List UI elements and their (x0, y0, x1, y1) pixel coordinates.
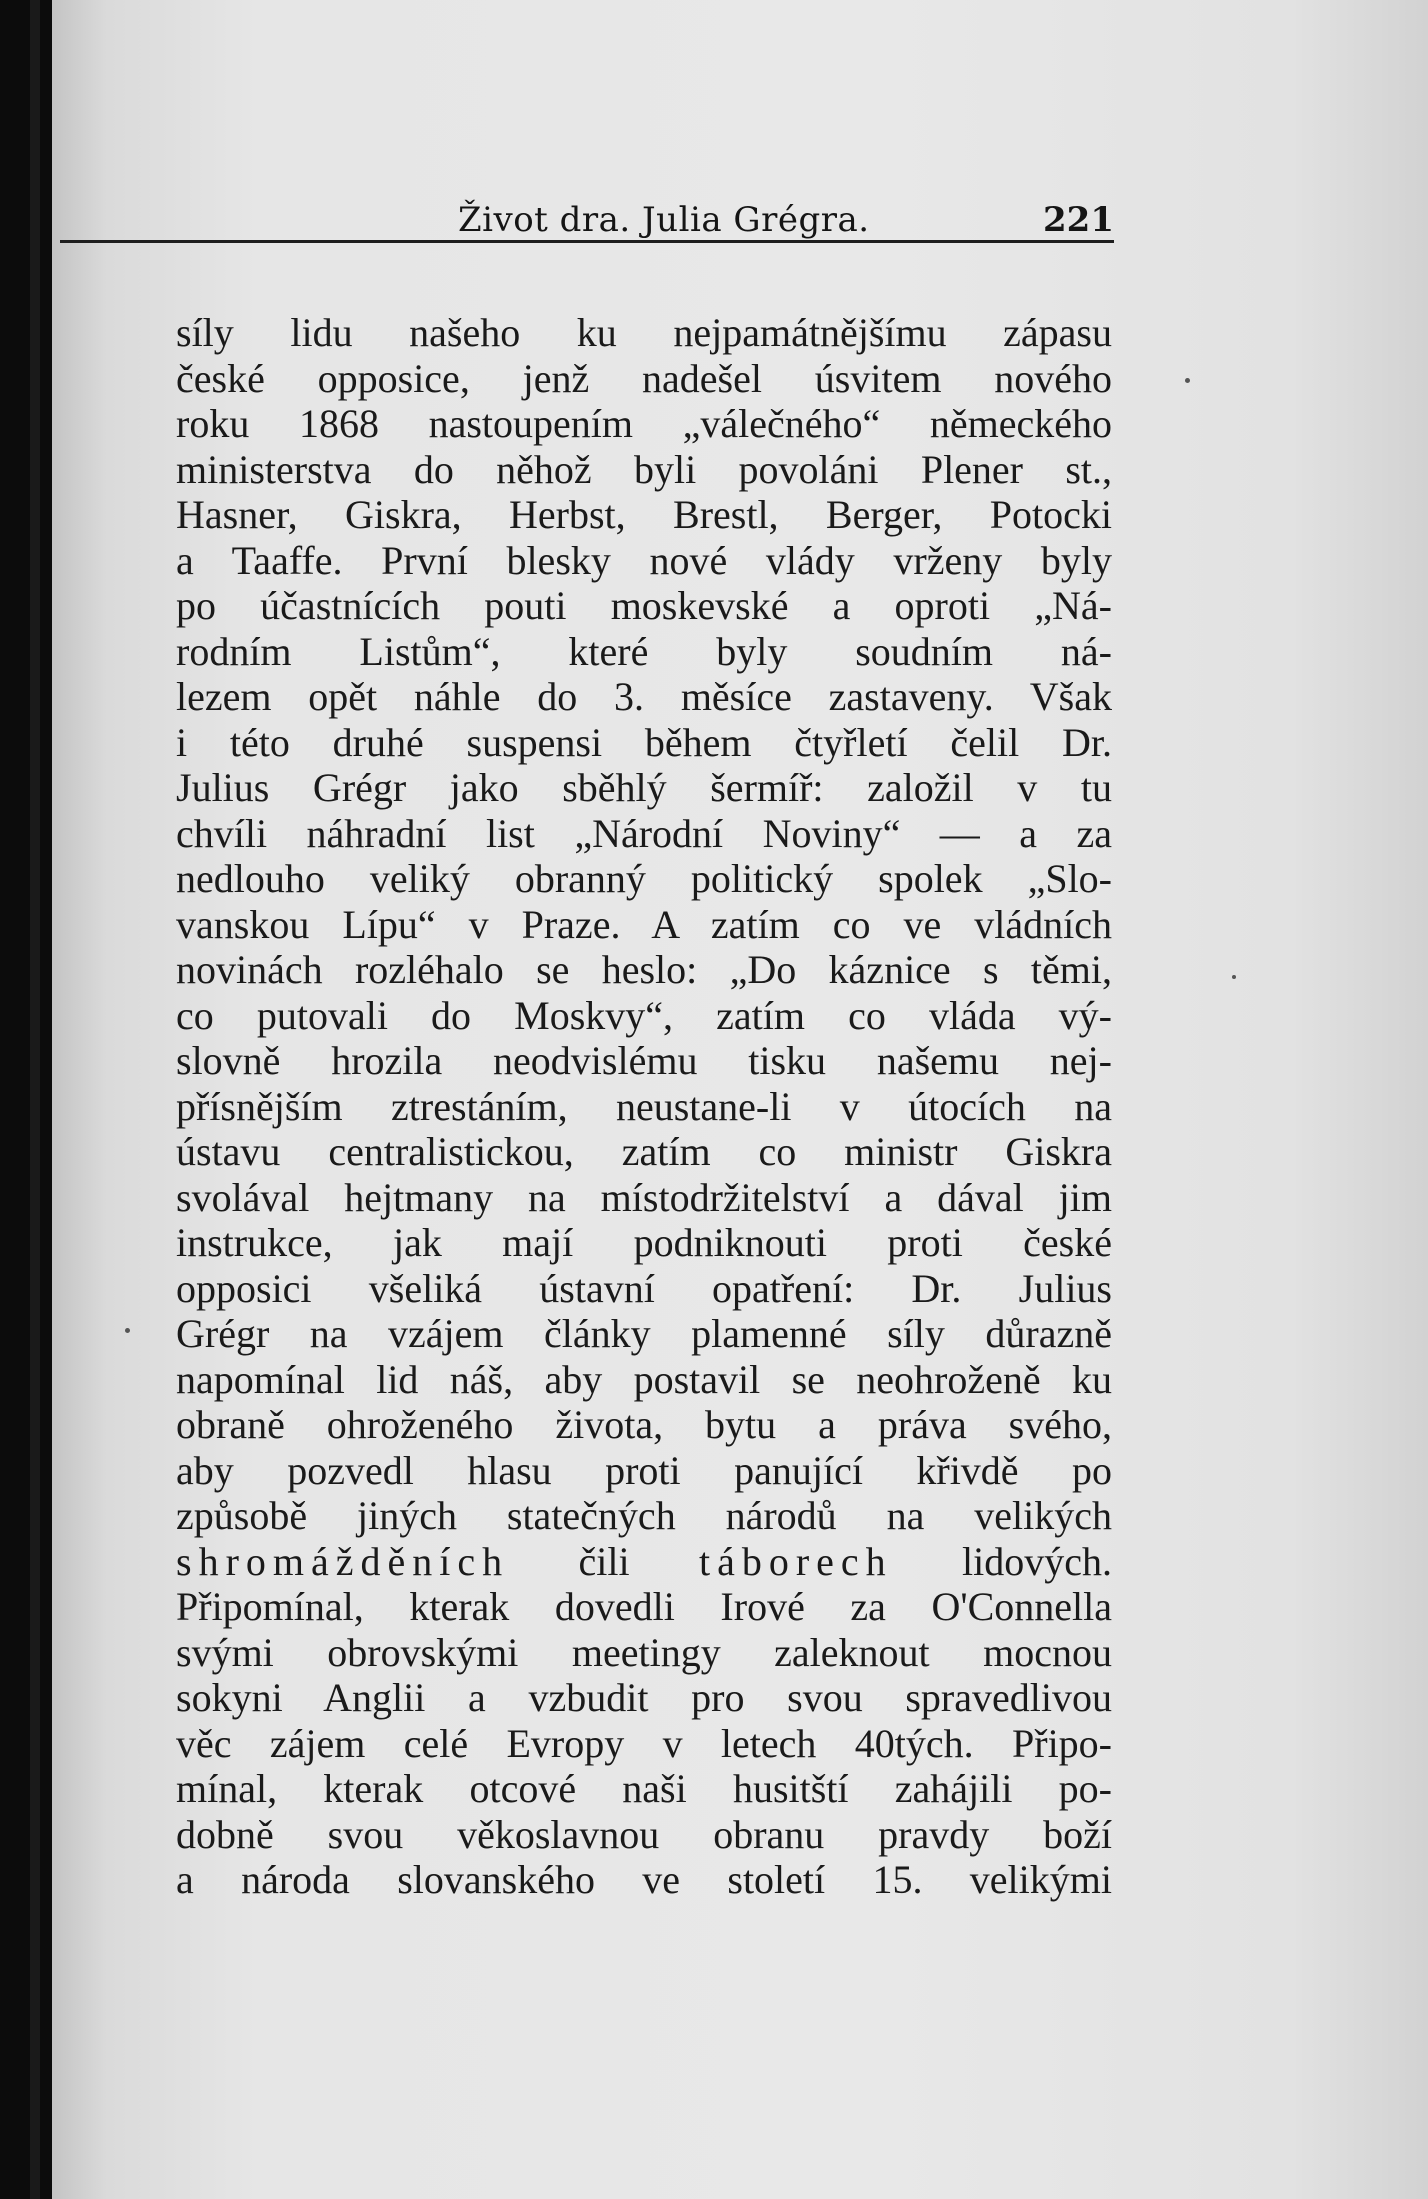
header-rule (60, 240, 1114, 243)
text-line: mínal, kterak otcové naši husitští zahájili po- (176, 1766, 1112, 1811)
text-line: napomínal lid náš, aby postavil se neohroženě ku (176, 1356, 1112, 1402)
text-line: instrukce, jak mají podniknouti proti české (176, 1220, 1112, 1265)
book-spine-shadow (30, 0, 40, 2199)
spaced-emphasis: shromážděních (176, 1538, 510, 1584)
spaced-emphasis: táborech (698, 1538, 893, 1584)
text-line: způsobě jiných statečných národů na velikých (176, 1493, 1112, 1538)
text-line: slovně hrozila neodvislému tisku našemu nej- (176, 1038, 1112, 1083)
text-line: ústavu centralistickou, zatím co ministr Giskra (176, 1129, 1112, 1174)
text-line: a Taaffe. První blesky nové vlády vrženy byly (176, 537, 1112, 583)
paper-speck (1232, 975, 1236, 979)
text-line: novinách rozléhalo se heslo: „Do káznice s těmi, (176, 947, 1112, 992)
text-line: a národa slovanského ve století 15. velikými (176, 1857, 1112, 1902)
text-line: rodním Listům“, které byly soudním ná- (176, 628, 1112, 674)
text-line: Připomínal, kterak dovedli Irové za O'Connella (176, 1584, 1112, 1629)
text-line: Grégr na vzájem články plamenné síly důrazně (176, 1311, 1112, 1356)
text-line (176, 1539, 1112, 1585)
text-line: aby pozvedl hlasu proti panující křivdě po (176, 1447, 1112, 1493)
text-line: Julius Grégr jako sběhlý šermíř: založil v tu (176, 765, 1112, 810)
text-line: obraně ohroženého života, bytu a práva svého, (176, 1402, 1112, 1447)
text-line: ministerstva do něhož byli povoláni Plener st., (176, 446, 1112, 492)
text-line: opposici všeliká ústavní opatření: Dr. Julius (176, 1265, 1112, 1311)
text-line: lezem opět náhle do 3. měsíce zastaveny. Však (176, 674, 1112, 719)
paper-speck (1185, 378, 1190, 383)
text-line: dobně svou věkoslavnou obranu pravdy boží (176, 1811, 1112, 1857)
text-line: po účastnících pouti moskevské a oproti „Ná- (176, 583, 1112, 628)
text-fragment: čili (509, 1538, 699, 1584)
text-line: vanskou Lípu“ v Praze. A zatím co ve vládních (176, 901, 1112, 947)
text-line: roku 1868 nastoupením „válečného“ německého (176, 401, 1112, 446)
text-line: české opposice, jenž nadešel úsvitem nového (176, 355, 1112, 401)
text-line: sokyni Anglii a vzbudit pro svou spravedlivou (176, 1675, 1112, 1720)
text-line: Hasner, Giskra, Herbst, Brestl, Berger, Potocki (176, 492, 1112, 537)
text-line: svolával hejtmany na místodržitelství a dával jim (176, 1174, 1112, 1220)
text-line: chvíli náhradní list „Národní Noviny“ — a za (176, 810, 1112, 856)
paper-speck (125, 1328, 130, 1333)
text-line: svými obrovskými meetingy zaleknout mocnou (176, 1629, 1112, 1675)
running-title: Život dra. Julia Grégra. (458, 200, 870, 240)
text-line: nedlouho veliký obranný politický spolek „Slo- (176, 856, 1112, 901)
page-number: 221 (1043, 200, 1114, 240)
page-header (128, 198, 1114, 244)
text-line: přísnějším ztrestáním, neustane-li v útocích na (176, 1083, 1112, 1129)
body-text (176, 310, 1112, 1903)
text-line: i této druhé suspensi během čtyřletí čelil Dr. (176, 719, 1112, 765)
text-line: síly lidu našeho ku nejpamátnějšímu zápasu (176, 310, 1112, 355)
text-fragment: lidových. (892, 1538, 1112, 1584)
text-line: věc zájem celé Evropy v letech 40tých. Připo- (176, 1720, 1112, 1766)
text-line: co putovali do Moskvy“, zatím co vláda vý- (176, 992, 1112, 1038)
